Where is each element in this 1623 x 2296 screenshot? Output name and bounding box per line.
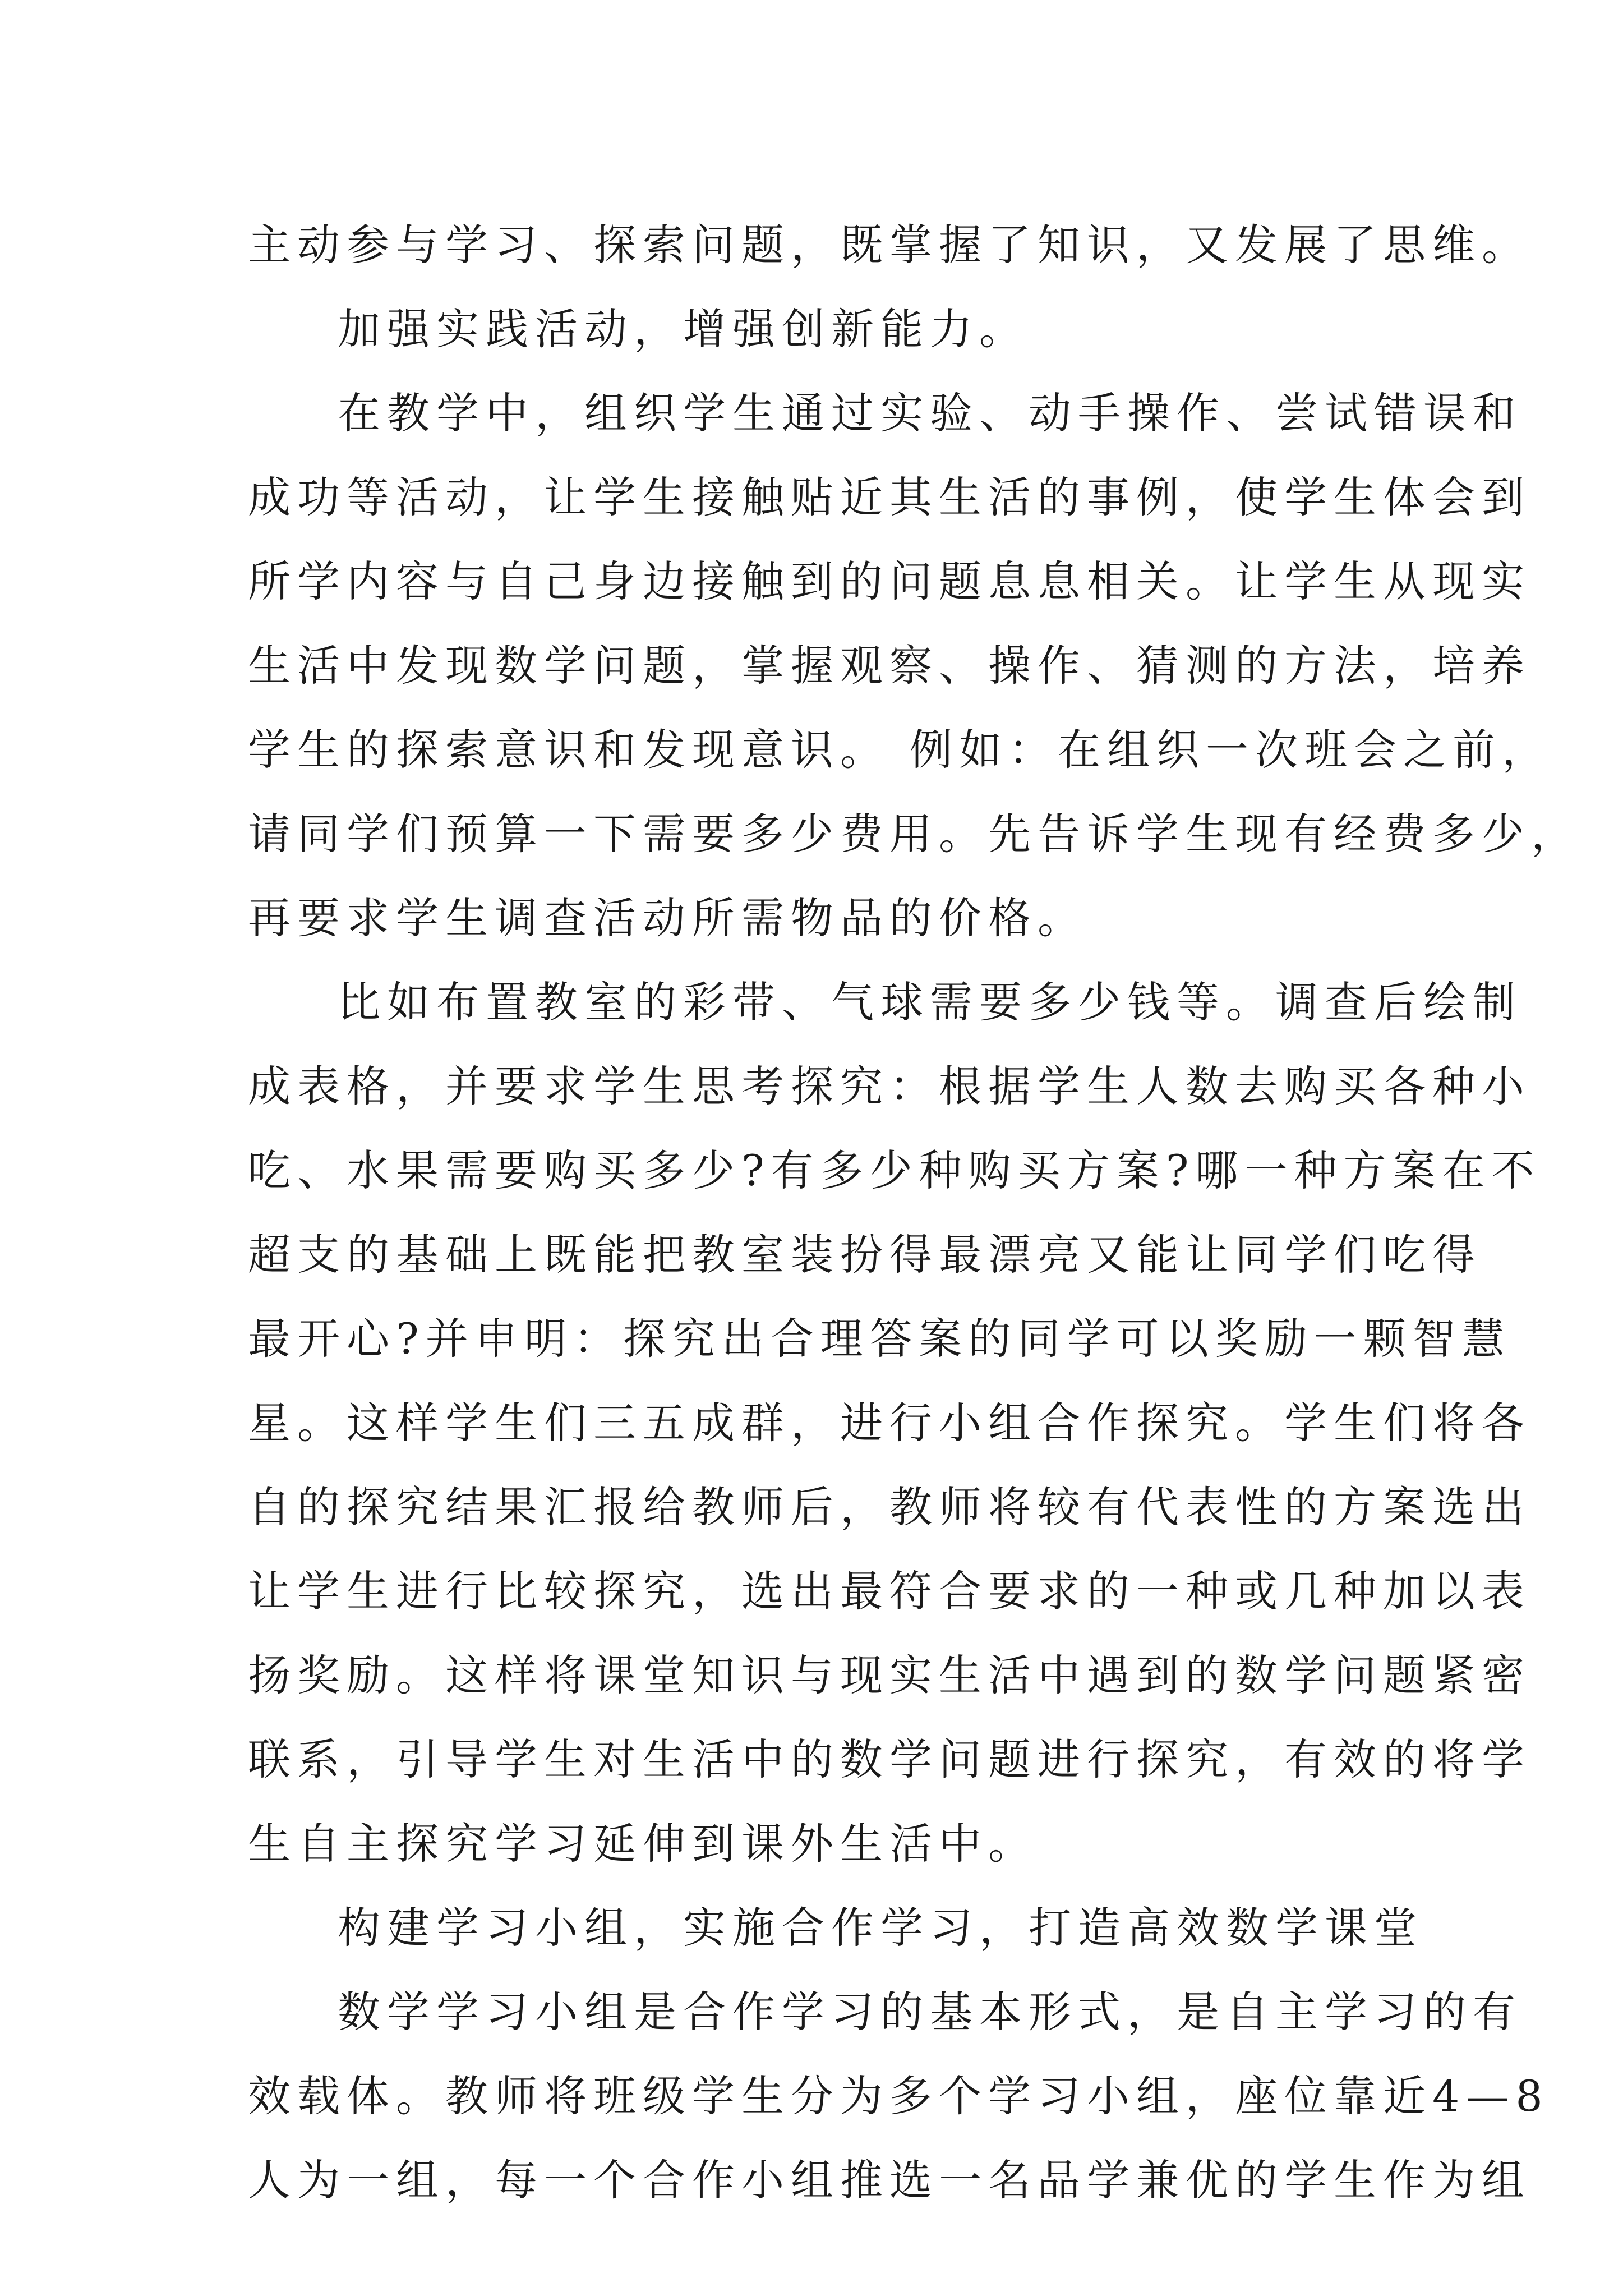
text-line: 生活中发现数学问题，掌握观察、操作、猜测的方法，培养 [248,641,1531,691]
text-line: 效载体。教师将班级学生分为多个学习小组，座位靠近4—8 [248,2071,1550,2121]
text-line: 主动参与学习、探索问题，既掌握了知识，又发展了思维。 [248,220,1531,270]
text-line: 自的探究结果汇报给教师后，教师将较有代表性的方案选出 [248,1482,1531,1532]
text-line: 学生的探索意识和发现意识。 例如：在组织一次班会之前， [248,725,1552,775]
text-line: 生自主探究学习延伸到课外生活中。 [248,1819,1038,1869]
text-line: 所学内容与自己身边接触到的问题息息相关。让学生从现实 [248,556,1531,606]
section-heading: 构建学习小组，实施合作学习，打造高效数学课堂 [338,1903,1423,1953]
text-line: 成功等活动，让学生接触贴近其生活的事例，使学生体会到 [248,472,1531,522]
text-line: 数学学习小组是合作学习的基本形式，是自主学习的有 [338,1987,1522,2037]
document-body [248,203,1580,2223]
text-line: 最开心?并申明：探究出合理答案的同学可以奖励一颗智慧 [248,1314,1511,1364]
text-line: 人为一组，每一个合作小组推选一名品学兼优的学生作为组 [248,2155,1531,2205]
text-line: 在教学中，组织学生通过实验、动手操作、尝试错误和 [338,388,1522,438]
text-line: 成表格，并要求学生思考探究：根据学生人数去购买各种小 [248,1061,1531,1111]
text-line: 让学生进行比较探究，选出最符合要求的一种或几种加以表 [248,1566,1531,1616]
text-line: 比如布置教室的彩带、气球需要多少钱等。调查后绘制 [338,977,1522,1027]
text-line: 扬奖励。这样将课堂知识与现实生活中遇到的数学问题紧密 [248,1650,1531,1700]
section-heading: 加强实践活动，增强创新能力。 [338,304,1029,354]
text-line: 超支的基础上既能把教室装扮得最漂亮又能让同学们吃得 [248,1230,1482,1280]
text-line: 联系，引导学生对生活中的数学问题进行探究，有效的将学 [248,1734,1531,1784]
text-line: 星。这样学生们三五成群，进行小组合作探究。学生们将各 [248,1398,1531,1448]
text-line: 吃、水果需要购买多少?有多少种购买方案?哪一种方案在不 [248,1145,1541,1195]
text-line: 请同学们预算一下需要多少费用。先告诉学生现有经费多少， [248,809,1580,859]
text-line: 再要求学生调查活动所需物品的价格。 [248,893,1087,943]
